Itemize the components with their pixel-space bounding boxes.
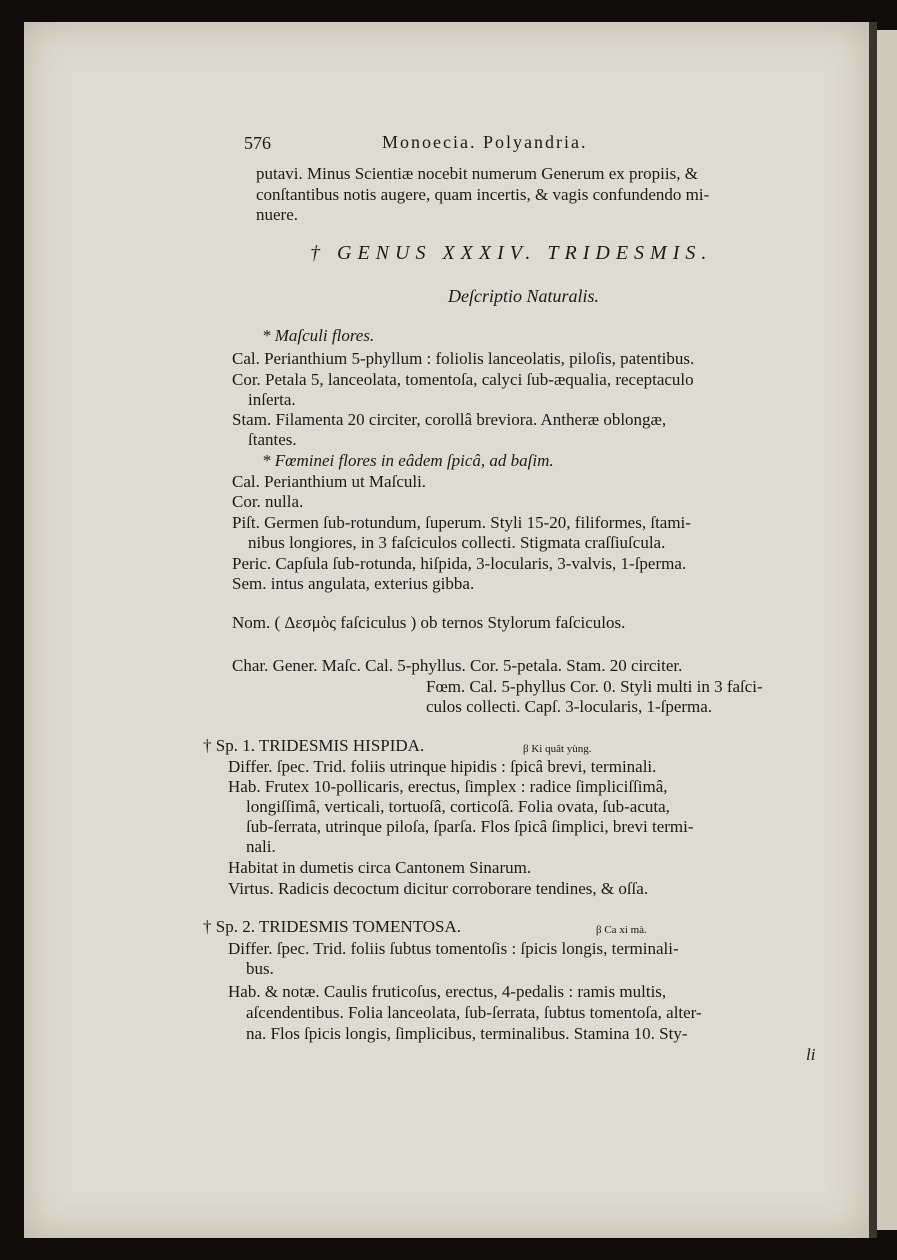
foeminei-heading: * Fœminei flores in eâdem ſpicâ, ad baſim. [262, 451, 554, 470]
species-1-title: † Sp. 1. TRIDESMIS HISPIDA. [203, 736, 425, 755]
intro-line-2: conſtantibus notis augere, quam incertis, & vagis confundendo mi- [256, 185, 710, 204]
foeminei-semen: Sem. intus angulata, exterius gibba. [232, 574, 475, 593]
char-gener-line-1: Char. Gener. Maſc. Cal. 5-phyllus. Cor. 5-petala. Stam. 20 circiter. [232, 656, 683, 675]
foeminei-calyx: Cal. Perianthium ut Maſculi. [232, 472, 427, 491]
species-1-habitus-2: longiſſimâ, verticali, tortuoſâ, corticoſâ. Folia ovata, ſub-acuta, [246, 797, 670, 816]
foeminei-pericarp: Peric. Capſula ſub-rotunda, hiſpida, 3-locularis, 3-valvis, 1-ſperma. [232, 554, 687, 573]
species-2-differ-2: bus. [246, 959, 274, 978]
foeminei-pistil-2: nibus longiores, in 3 faſciculos collecti. Stigmata craſſiuſcula. [248, 533, 666, 552]
masculi-corolla-1: Cor. Petala 5, lanceolata, tomentoſa, calyci ſub-æqualia, receptaculo [232, 370, 694, 389]
masculi-calyx: Cal. Perianthium 5-phyllum : foliolis lanceolatis, piloſis, patentibus. [232, 349, 695, 368]
masculi-stamens-1: Stam. Filamenta 20 circiter, corollâ breviora. Antheræ oblongæ, [232, 410, 667, 429]
running-title: Monoecia. Polyandria. [382, 132, 588, 152]
masculi-corolla-2: inſerta. [248, 390, 296, 409]
species-1-virtus: Virtus. Radicis decoctum dicitur corroborare tendines, & oſſa. [228, 879, 649, 898]
nomen-line: Nom. ( Δεσμὸς faſciculus ) ob ternos Stylorum faſciculos. [232, 613, 626, 632]
genus-title: † GENUS XXXIV. TRIDESMIS. [310, 242, 713, 264]
intro-line-3: nuere. [256, 205, 299, 224]
species-1-habitat: Habitat in dumetis circa Cantonem Sinarum. [228, 858, 532, 877]
species-2-habitus-2: aſcendentibus. Folia lanceolata, ſub-ſerrata, ſubtus tomentoſa, alter- [246, 1003, 702, 1022]
facing-page-edge [877, 30, 897, 1230]
species-2-habitus-3: na. Flos ſpicis longis, ſimplicibus, terminalibus. Stamina 10. Sty- [246, 1024, 688, 1043]
char-gener-line-3: culos collecti. Capſ. 3-locularis, 1-ſperma. [426, 697, 713, 716]
species-2-differ-1: Differ. ſpec. Trid. foliis ſubtus tomentoſis : ſpicis longis, terminali- [228, 939, 679, 958]
descriptio-heading: Deſcriptio Naturalis. [448, 286, 600, 306]
species-2-habitus-1: Hab. & notæ. Caulis fruticoſus, erectus, 4-pedalis : ramis multis, [228, 982, 667, 1001]
char-gener-line-2: Fœm. Cal. 5-phyllus Cor. 0. Styli multi in 3 faſci- [426, 677, 763, 696]
masculi-stamens-2: ſtantes. [248, 430, 297, 449]
intro-line-1: putavi. Minus Scientiæ nocebit numerum Generum ex propiis, & [256, 164, 698, 183]
species-1-native-name: β Ki quât yùng. [523, 743, 592, 755]
species-1-habitus-4: nali. [246, 837, 276, 856]
foeminei-pistil-1: Piſt. Germen ſub-rotundum, ſuperum. Styli 15-20, filiformes, ſtami- [232, 513, 691, 532]
book-spine [869, 22, 877, 1238]
page-number: 576 [244, 133, 271, 153]
species-2-native-name: β Ca xi mà. [596, 924, 647, 936]
species-1-habitus-3: ſub-ſerrata, utrinque piloſa, ſparſa. Flos ſpicâ ſimplici, brevi termi- [246, 817, 694, 836]
species-2-title: † Sp. 2. TRIDESMIS TOMENTOSA. [203, 917, 462, 936]
species-1-habitus-1: Hab. Frutex 10-pollicaris, erectus, ſimplex : radice ſimpliciſſimâ, [228, 777, 668, 796]
foeminei-corolla: Cor. nulla. [232, 492, 304, 511]
species-1-differ: Differ. ſpec. Trid. foliis utrinque hipidis : ſpicâ brevi, terminali. [228, 757, 657, 776]
catchword: li [806, 1045, 816, 1064]
masculi-heading: * Maſculi flores. [262, 326, 375, 345]
